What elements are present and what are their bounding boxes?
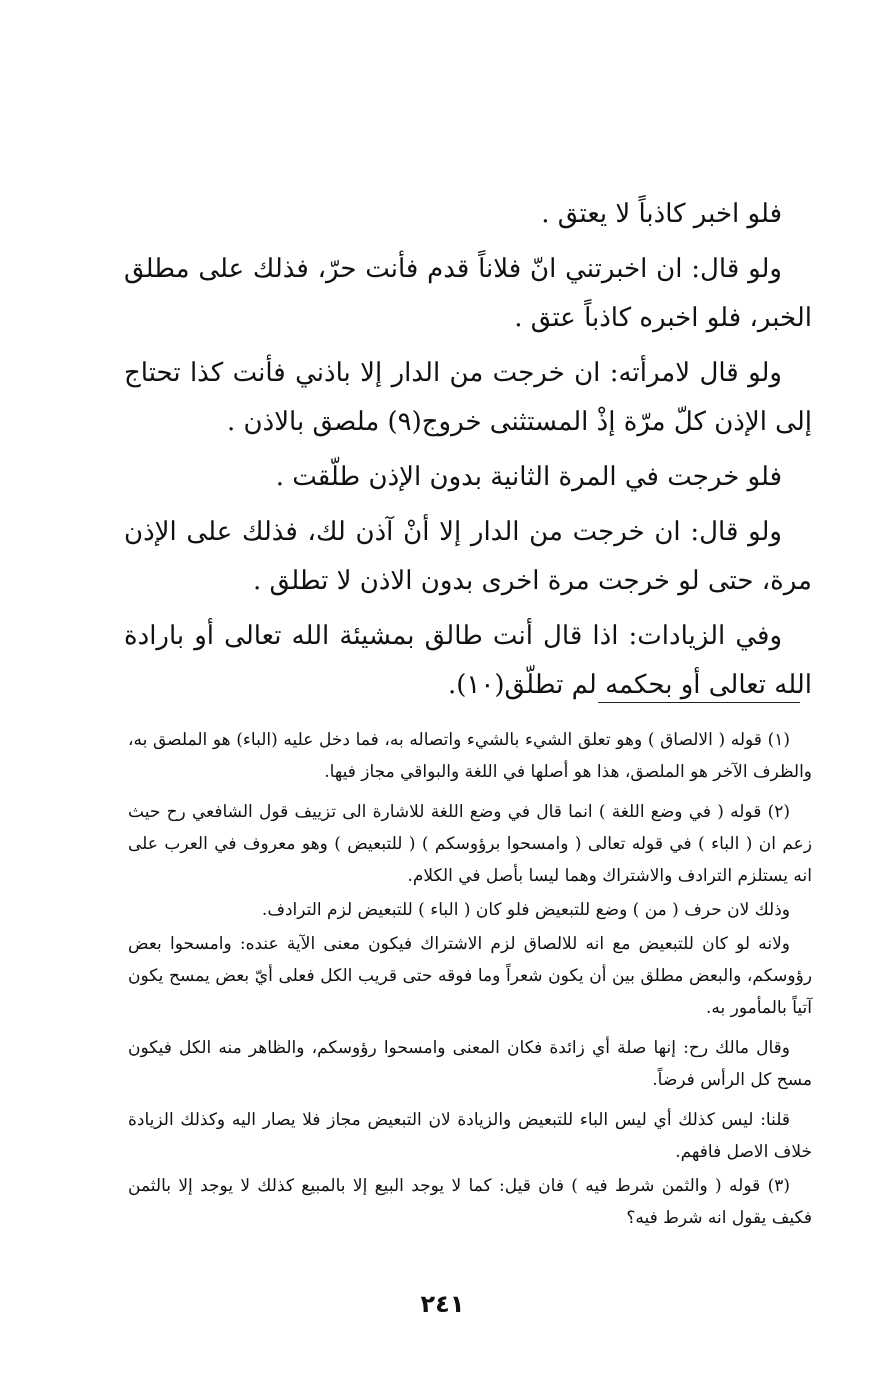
page-number: ٢٤١ bbox=[420, 1290, 465, 1318]
paragraph: ولو قال: ان خرجت من الدار إلا أنْ آذن لك، فذلك على الإذن مرة، حتى لو خرجت مرة اخرى بدون الاذن لا تطلق . bbox=[124, 517, 812, 596]
paragraph: فلو اخبر كاذباً لا يعتق . bbox=[541, 199, 782, 229]
footnote: ولانه لو كان للتبعيض مع انه للالصاق لزم الاشتراك فيكون معنى الآية عنده: وامسحوا بعض رؤوسكم، والبعض مطلق بين أن يكون شعراً وما فوقه حتى قريب الكل فعلى أيّ بعض يمسح يكون آتياً بالمأمور به. bbox=[128, 934, 812, 1018]
footnote: (٢) قوله ( في وضع اللغة ) انما قال في وضع اللغة للاشارة الى تزييف قول الشافعي رح حيث زعم ان ( الباء ) في قوله تعالى ( وامسحوا برؤوسكم ) ( للتبعيض ) وهو معروف في العرب على انه يستلزم الترادف والاشتراك وهما ليسا بأصل في الكلام. bbox=[128, 802, 812, 886]
footnote-divider bbox=[598, 702, 800, 703]
footnote: قلنا: ليس كذلك أي ليس الباء للتبعيض والزيادة لان التبعيض مجاز فلا يصار اليه وكذلك الزيادة خلاف الاصل فافهم. bbox=[128, 1110, 812, 1162]
paragraph: ولو قال لامرأته: ان خرجت من الدار إلا باذني فأنت كذا تحتاج إلى الإذن كلّ مرّة إذْ المستثنى خروج(٩) ملصق بالاذن . bbox=[124, 358, 812, 437]
paragraph: فلو خرجت في المرة الثانية بدون الإذن طلّقت . bbox=[275, 462, 782, 492]
footnote: (٣) قوله ( والثمن شرط فيه ) فان قيل: كما لا يوجد البيع إلا بالمبيع كذلك لا يوجد إلا بالثمن فكيف يقول انه شرط فيه؟ bbox=[128, 1176, 812, 1228]
footnote: وقال مالك رح: إنها صلة أي زائدة فكان المعنى وامسحوا رؤوسكم، والظاهر منه الكل فيكون مسح كل الرأس فرضاً. bbox=[128, 1038, 812, 1090]
footnote: وذلك لان حرف ( من ) وضع للتبعيض فلو كان ( الباء ) للتبعيض لزم الترادف. bbox=[261, 900, 790, 920]
paragraph: ولو قال: ان اخبرتني انّ فلاناً قدم فأنت حرّ، فذلك على مطلق الخبر، فلو اخبره كاذباً عتق . bbox=[124, 254, 812, 333]
paragraph: وفي الزيادات: اذا قال أنت طالق بمشيئة الله تعالى أو بارادة الله تعالى أو بحكمه لم تطلّق(١٠). bbox=[124, 621, 812, 700]
main-text bbox=[124, 190, 812, 716]
footnotes bbox=[128, 724, 812, 1242]
footnote: (١) قوله ( الالصاق ) وهو تعلق الشيء بالشيء واتصاله به، فما دخل عليه (الباء) هو الملصق به، والظرف الآخر هو الملصق، هذا هو أصلها في اللغة والبواقي مجاز فيها. bbox=[128, 730, 812, 782]
